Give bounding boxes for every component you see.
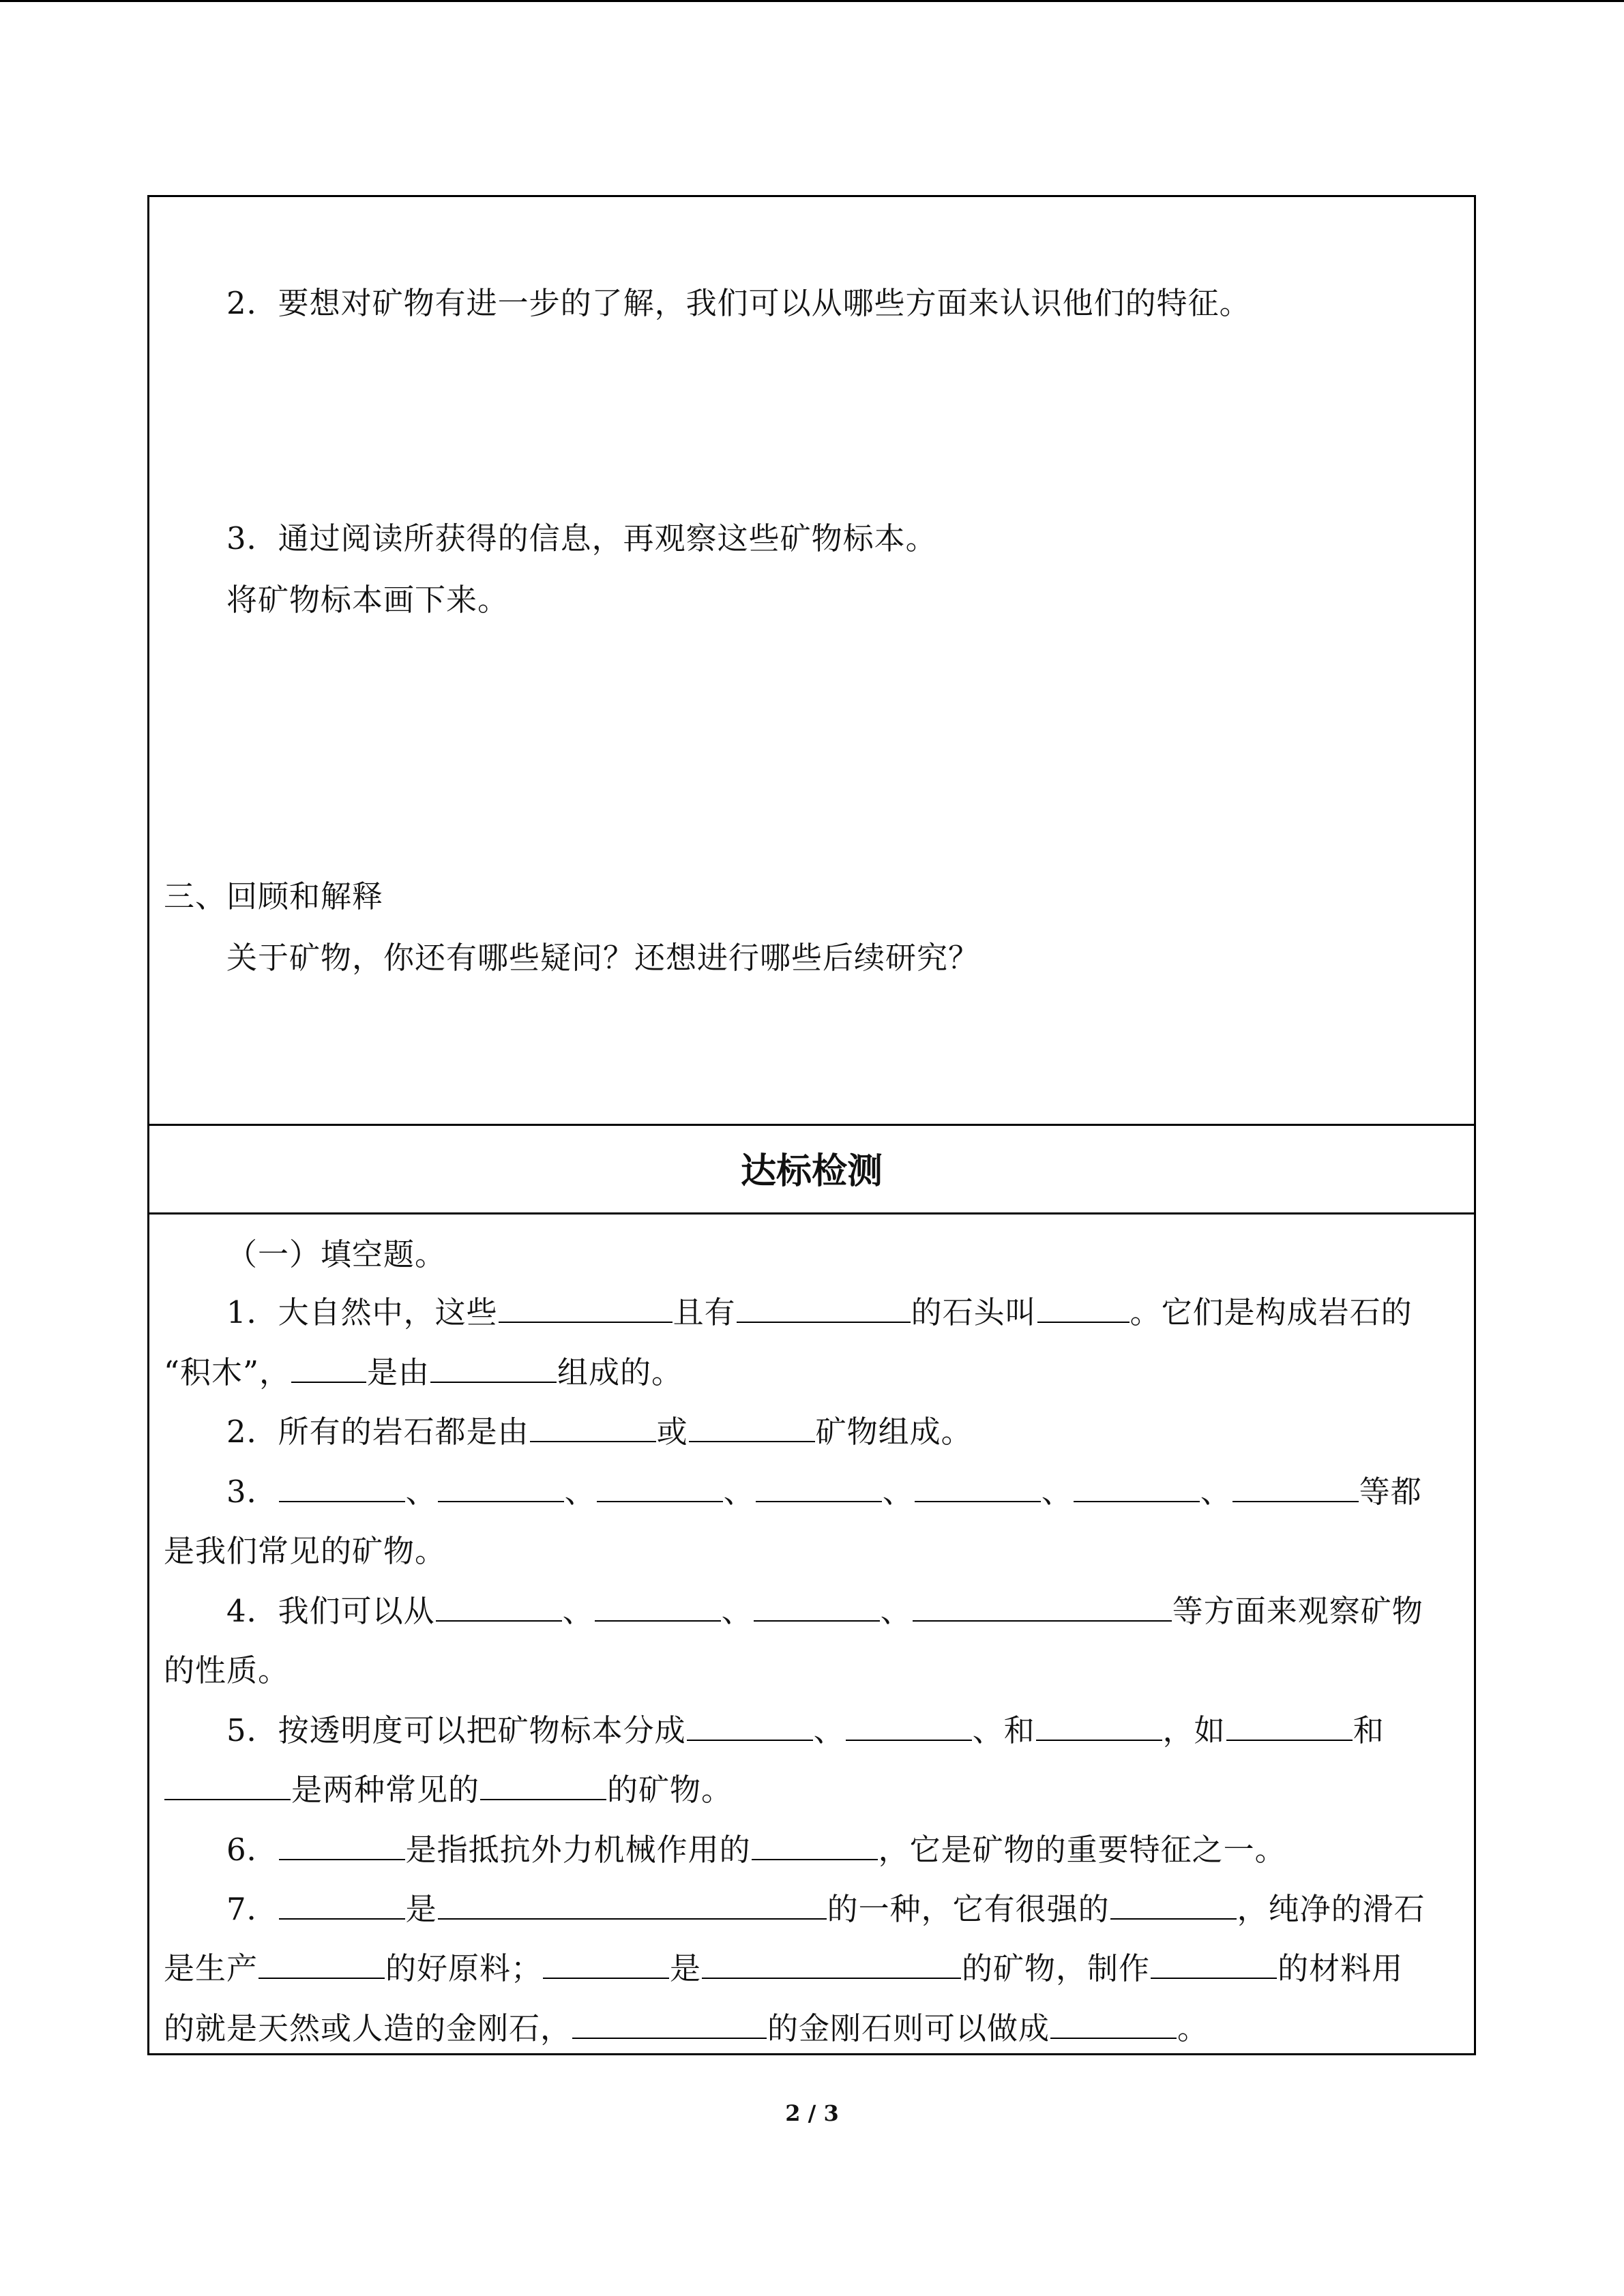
item-7-line-1: 7． 是 的一种，它有很强的 ，纯净的滑石 bbox=[226, 1891, 1426, 1927]
question-2: 2．要想对矿物有进一步的了解，我们可以从哪些方面来认识他们的特征。 bbox=[226, 285, 1251, 321]
blank[interactable] bbox=[438, 1474, 564, 1502]
blank[interactable] bbox=[499, 1294, 673, 1323]
test-title: 达标检测 bbox=[740, 1151, 883, 1192]
blank[interactable] bbox=[1036, 1712, 1162, 1741]
blank[interactable] bbox=[756, 1474, 882, 1502]
item-4-line-1: 4．我们可以从 、 、 、 等方面来观察矿物 bbox=[226, 1593, 1423, 1629]
item-4-line-2: 的性质。 bbox=[164, 1652, 290, 1688]
blank[interactable] bbox=[530, 1414, 656, 1442]
blank[interactable] bbox=[595, 1593, 721, 1622]
blank[interactable] bbox=[164, 1772, 291, 1800]
question-3-instruction: 将矿物标本画下来。 bbox=[226, 582, 510, 618]
blank[interactable] bbox=[1050, 2010, 1177, 2039]
blank[interactable] bbox=[480, 1772, 606, 1800]
blank[interactable] bbox=[1232, 1474, 1359, 1502]
item-5-line-1: 5．按透明度可以把矿物标本分成 、 、和 ，如 和 bbox=[226, 1712, 1385, 1748]
item-3-line-2: 是我们常见的矿物。 bbox=[164, 1533, 447, 1569]
question-3: 3．通过阅读所获得的信息，再观察这些矿物标本。 bbox=[226, 520, 937, 556]
item-7-line-2: 是生产 的好原料； 是 的矿物，制作 的材料用 bbox=[164, 1950, 1404, 1986]
blank[interactable] bbox=[687, 1712, 813, 1741]
blank[interactable] bbox=[430, 1354, 557, 1383]
item-3-line-1: 3． 、 、 、 、 、 、 等都 bbox=[226, 1474, 1422, 1510]
item-1-line-2: “积木”， 是由 组成的。 bbox=[164, 1354, 683, 1390]
activity-section bbox=[147, 195, 1476, 1126]
blank[interactable] bbox=[846, 1712, 972, 1741]
blank[interactable] bbox=[279, 1832, 405, 1860]
item-2: 2．所有的岩石都是由 或 矿物组成。 bbox=[226, 1414, 973, 1450]
blank[interactable] bbox=[689, 1414, 815, 1442]
blank[interactable] bbox=[1110, 1891, 1237, 1920]
blank[interactable] bbox=[436, 1593, 562, 1622]
blank[interactable] bbox=[702, 1950, 961, 1979]
blank[interactable] bbox=[291, 1354, 366, 1383]
item-1-line-1: 1．大自然中，这些 且有 的石头叫 。它们是构成岩石的 bbox=[226, 1294, 1413, 1330]
blank[interactable] bbox=[737, 1294, 911, 1323]
blank[interactable] bbox=[1074, 1474, 1200, 1502]
item-6: 6． 是指抵抗外力机械作用的 ，它是矿物的重要特征之一。 bbox=[226, 1832, 1286, 1868]
top-border bbox=[0, 0, 1624, 2]
blank[interactable] bbox=[543, 1950, 669, 1979]
page-number: 2 / 3 bbox=[785, 2100, 839, 2126]
blank[interactable] bbox=[752, 1832, 878, 1860]
blank[interactable] bbox=[438, 1891, 827, 1920]
blank[interactable] bbox=[279, 1474, 405, 1502]
blank[interactable] bbox=[1226, 1712, 1353, 1741]
blank[interactable] bbox=[597, 1474, 723, 1502]
blank[interactable] bbox=[279, 1891, 405, 1920]
section-3-question: 关于矿物，你还有哪些疑问？还想进行哪些后续研究？ bbox=[226, 940, 980, 976]
item-5-line-2: 是两种常见的 的矿物。 bbox=[164, 1770, 733, 1810]
blank[interactable] bbox=[915, 1474, 1041, 1502]
blank[interactable] bbox=[913, 1593, 1172, 1622]
blank[interactable] bbox=[259, 1950, 385, 1979]
blank[interactable] bbox=[572, 2010, 767, 2039]
blank[interactable] bbox=[754, 1593, 880, 1622]
fill-blank-heading: （一）填空题。 bbox=[226, 1236, 447, 1272]
section-3-heading: 三、回顾和解释 bbox=[164, 878, 384, 914]
item-7-line-3: 的就是天然或人造的金刚石， 的金刚石则可以做成 。 bbox=[164, 2010, 1209, 2046]
blank[interactable] bbox=[1151, 1950, 1277, 1979]
blank[interactable] bbox=[1037, 1294, 1130, 1323]
